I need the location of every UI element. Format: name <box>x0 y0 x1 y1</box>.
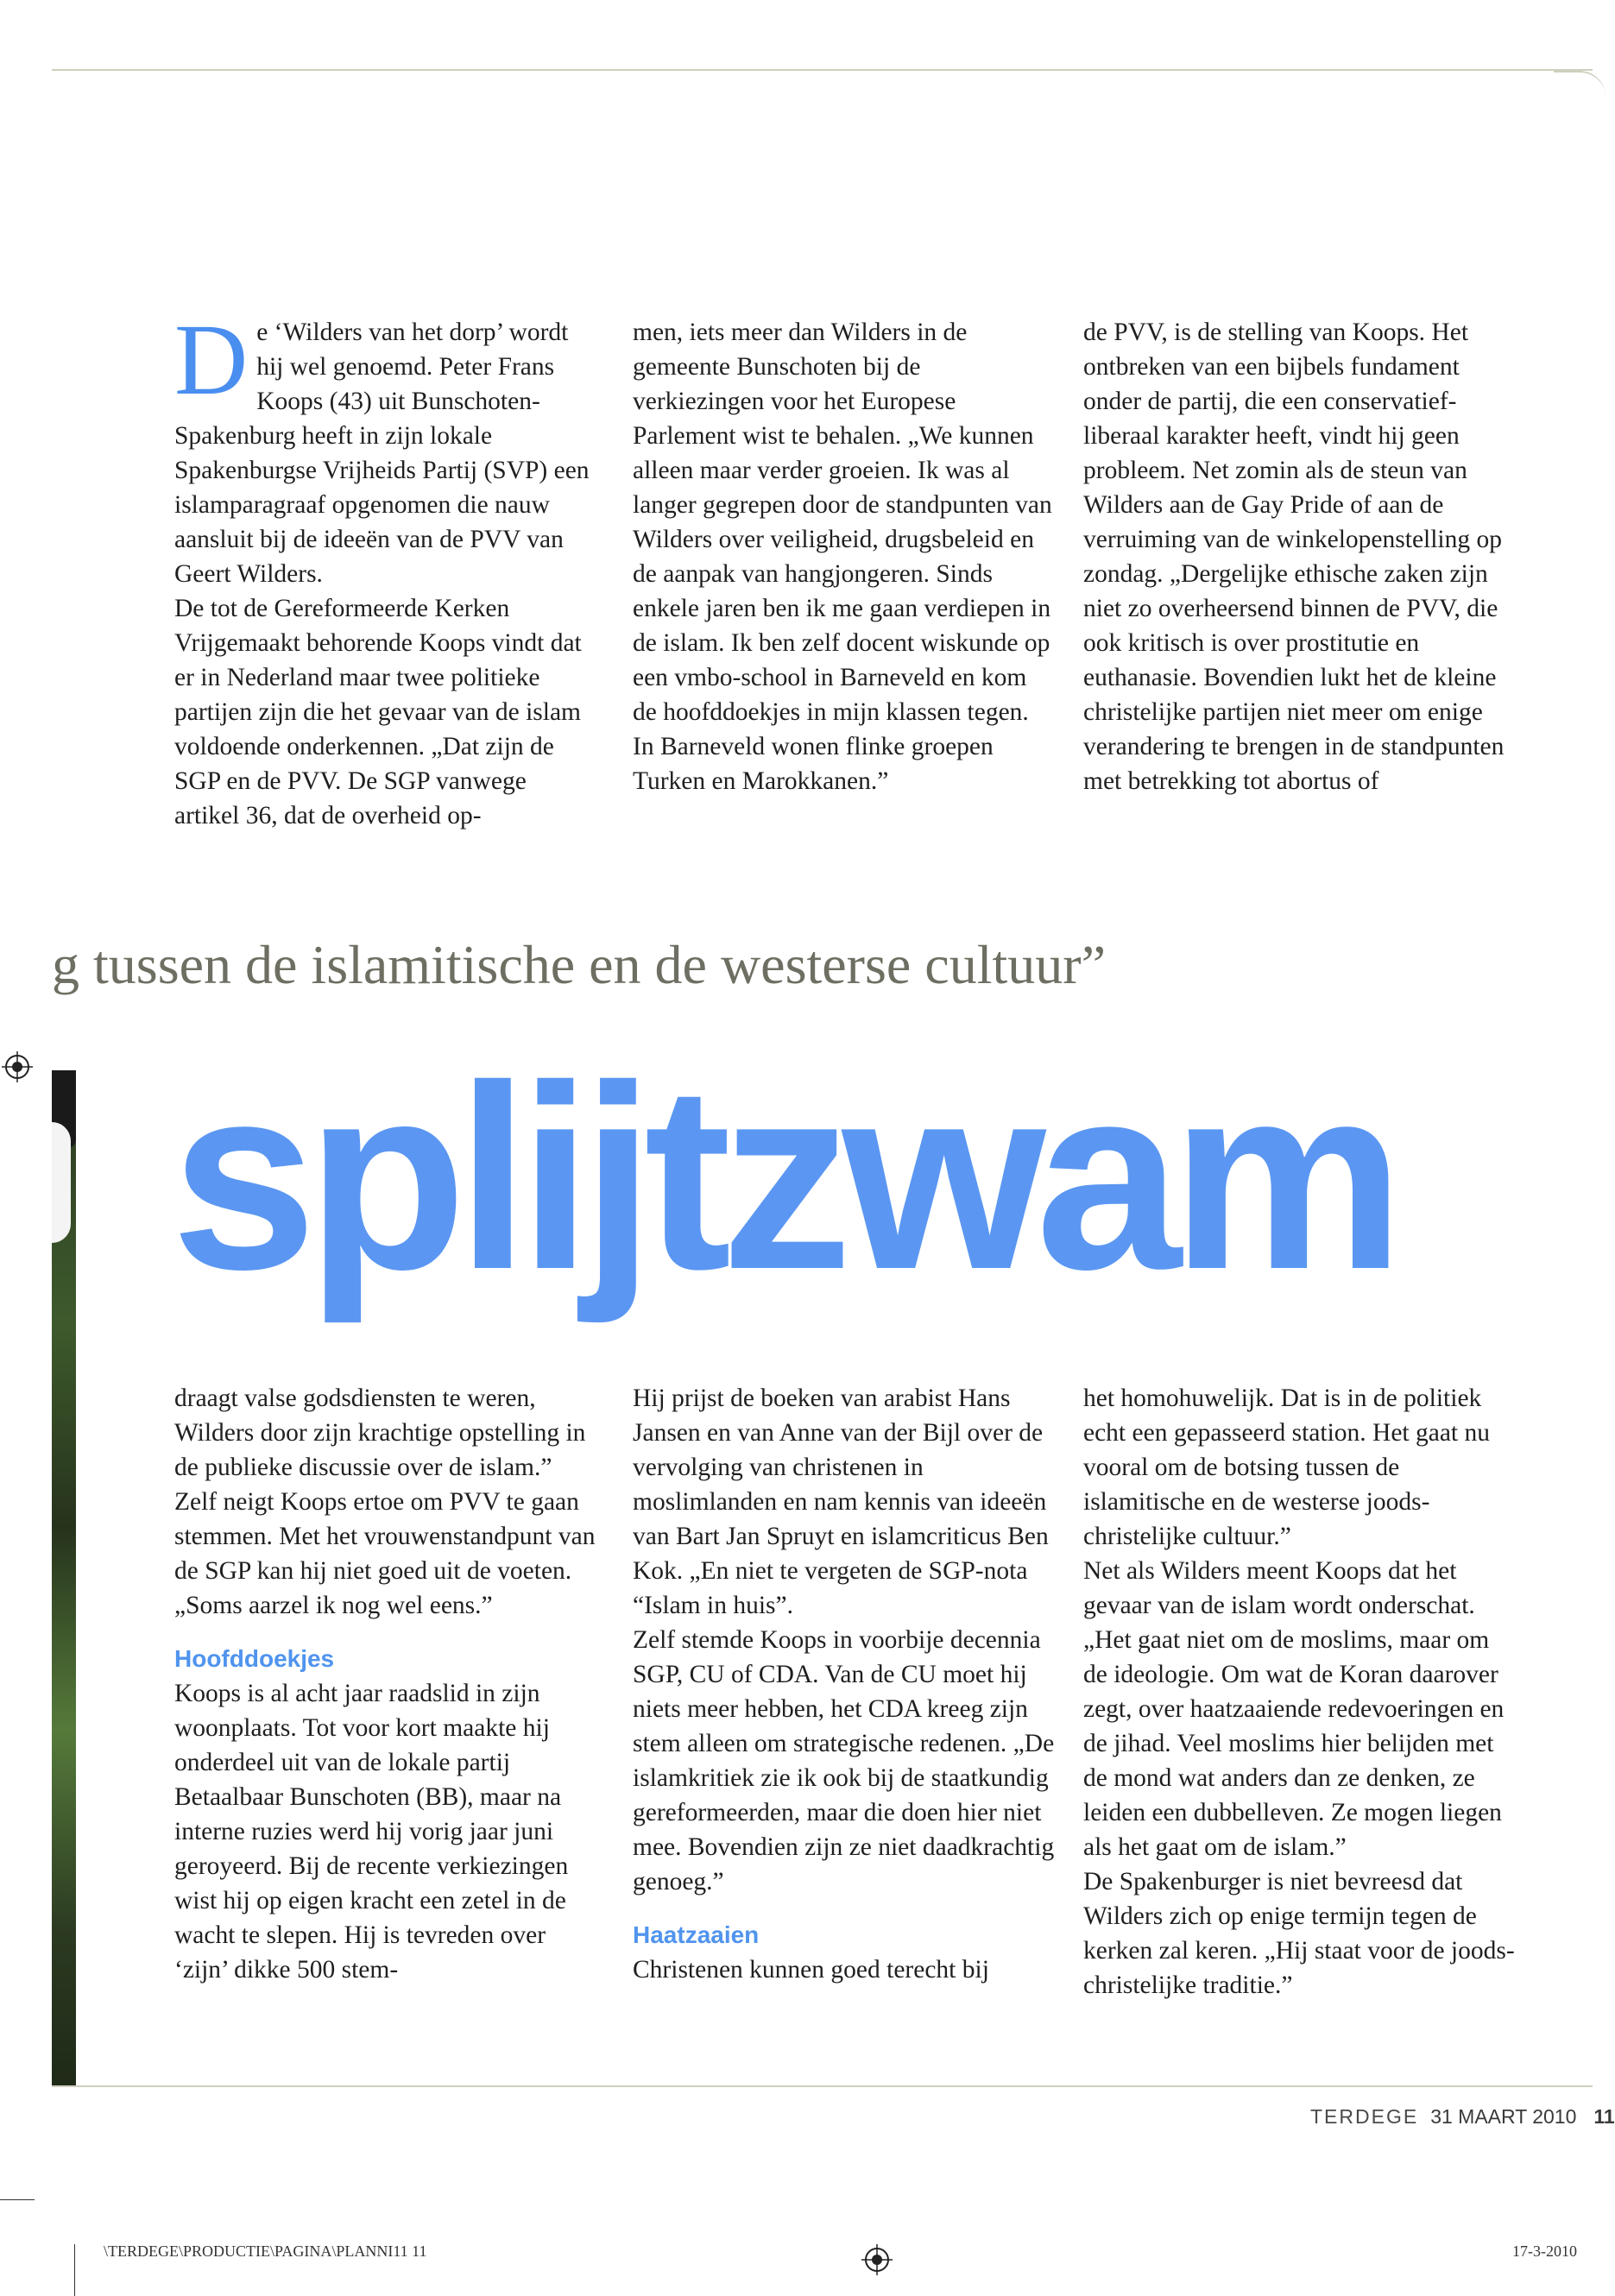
article-column-1-bottom <box>174 1381 597 1987</box>
headline-word: splijtzwam <box>171 1031 1395 1324</box>
registration-mark-icon <box>861 2244 893 2275</box>
drop-cap: D <box>174 303 249 416</box>
paragraph: het homohuwelijk. Dat is in de politiek echt een gepasseerd station. Het gaat nu vooral om de botsing tussen de islamitische en de westerse joods-christelijke cultuur.” <box>1083 1385 1490 1550</box>
article-column-2-top <box>633 315 1056 798</box>
paragraph: draagt valse godsdiensten te weren, Wilders door zijn krachtige opstelling in de publieke discussie over de islam.” Zelf neigt Koops ertoe om PVV te gaan stemmen. Met het vrouwenstandpunt van de SGP kan hij niet goed uit de voeten. „Soms aarzel ik nog wel eens.” <box>174 1385 596 1619</box>
subhead-hoofddoekjes: Hoofddoekjes <box>174 1645 335 1672</box>
paragraph: Net als Wilders meent Koops dat het gevaar van de islam wordt onderschat. „Het gaat niet om de moslims, maar om de ideologie. Om wat de Koran daarover zegt, over haatzaaiende redevoeringen en de jihad. Veel moslims hier belijden met de mond wat anders dan ze denken, ze leiden een dubbelleven. Ze mogen liegen als het gaat om de islam.” <box>1083 1557 1505 1861</box>
pull-quote: g tussen de islamitische en de westerse cultuur” <box>52 934 1106 995</box>
printer-slug: \TERDEGE\PRODUCTIE\PAGINA\PLANNI11 11 <box>104 2242 427 2260</box>
article-column-3-top <box>1083 315 1515 798</box>
paragraph: De tot de Gereformeerde Kerken Vrijgemaakt behorende Koops vindt dat er in Nederland maar twee politieke partijen zijn die het gevaar van de islam voldoende onderkennen. „Dat zijn de SGP en de PVV. De SGP vanwege artikel 36, dat de overheid op- <box>174 595 582 829</box>
paragraph: Hij prijst de boeken van arabist Hans Jansen en van Anne van der Bijl over de vervolging van christenen in moslimlanden en nam kennis van ideeën van Bart Jan Spruyt en islamcriticus Ben Kok. „En niet te vergeten de SGP-nota “Islam in huis”. <box>633 1385 1049 1619</box>
top-rule <box>52 69 1593 71</box>
page-footer <box>1208 2099 1615 2134</box>
registration-mark-icon <box>2 1051 33 1082</box>
printer-slug-date: 17-3-2010 <box>1512 2242 1577 2260</box>
paragraph: Zelf stemde Koops in voorbije decennia SGP, CU of CDA. Van de CU moet hij niets meer hebben, het CDA kreeg zijn stem alleen om strategische redenen. „De islamkritiek zie ik ook bij de staatkundig gereformeerden, maar die doen hier niet mee. Bovendien zijn ze niet daadkrachtig genoeg.” <box>633 1626 1055 1895</box>
paragraph: men, iets meer dan Wilders in de gemeente Bunschoten bij de verkiezingen voor het Europese Parlement wist te behalen. „We kunnen alleen maar verder groeien. Ik was al langer gegrepen door de standpunten van Wilders over veiligheid, drugsbeleid en de aanpak van hangjongeren. Sinds enkele jaren ben ik me gaan verdiepen in de islam. Ik ben zelf docent wiskunde op een vmbo-school in Barneveld en kom de hoofddoekjes in mijn klassen tegen. In Barneveld wonen flinke groepen Turken en Marokkanen.” <box>633 319 1052 795</box>
paragraph: De Spakenburger is niet bevreesd dat Wilders zich op enige termijn tegen de kerken zal keren. „Hij staat voor de joods-christelijke traditie.” <box>1083 1868 1515 1999</box>
paragraph: e ‘Wilders van het dorp’ wordt hij wel genoemd. Peter Frans Koops (43) uit Bunschoten-Spakenburg heeft in zijn lokale Spakenburgse Vrijheids Partij (SVP) een islamparagraaf opgenomen die nauw aansluit bij de ideeën van de PVV van Geert Wilders. <box>174 319 590 588</box>
paragraph: Koops is al acht jaar raadslid in zijn woonplaats. Tot voor kort maakte hij onderdeel uit van de lokale partij Betaalbaar Bunschoten (BB), maar na interne ruzies werd hij vorig jaar juni geroyeerd. Bij de recente verkiezingen wist hij op eigen kracht een zetel in de wacht te slepen. Hij is tevreden over ‘zijn’ dikke 500 stem- <box>174 1680 569 1984</box>
paragraph: Christenen kunnen goed terecht bij <box>633 1956 989 1984</box>
crop-mark <box>0 2199 35 2200</box>
issue-date: 31 MAART 2010 <box>1430 2105 1577 2128</box>
page-number: 11 <box>1593 2105 1615 2128</box>
crop-mark <box>74 2244 75 2296</box>
subhead-haatzaaien: Haatzaaien <box>633 1921 760 1948</box>
article-column-3-bottom <box>1083 1381 1515 2003</box>
top-corner-rule <box>1554 71 1606 98</box>
magazine-name: TERDEGE <box>1310 2105 1419 2128</box>
paragraph: de PVV, is de stelling van Koops. Het ontbreken van een bijbels fundament onder de partij, die een conservatief-liberaal karakter heeft, vindt hij geen probleem. Net zomin als de steun van Wilders aan de Gay Pride of aan de verruiming van de winkelopenstelling op zondag. „Dergelijke ethische zaken zijn niet zo overheersend binnen de PVV, die ook kritisch is over prostitutie en euthanasie. Bovendien lukt het de kleine christelijke partijen niet meer om enige verandering te brengen in de standpunten met betrekking tot abortus of <box>1083 319 1505 795</box>
photo-white-patch <box>52 1122 71 1243</box>
article-column-2-bottom <box>633 1381 1056 1987</box>
article-column-1-top <box>174 303 597 833</box>
bottom-rule <box>52 2085 1593 2087</box>
